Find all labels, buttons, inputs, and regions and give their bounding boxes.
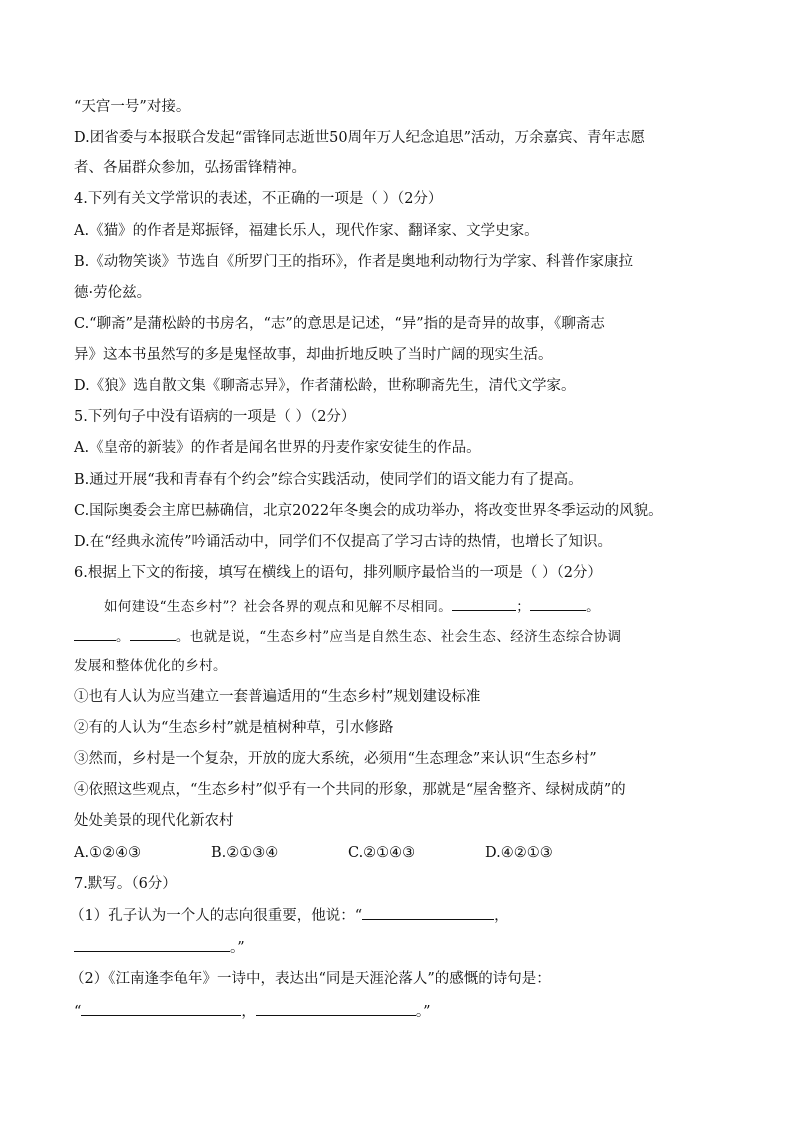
q7-part2-comma: ， bbox=[241, 1004, 256, 1020]
q4-option-a: A.《猫》的作者是郑振铎，福建长乐人，现代作家、翻译家、文学史家。 bbox=[74, 223, 539, 239]
q7-blank-1[interactable] bbox=[362, 905, 494, 920]
q7-blank-2[interactable] bbox=[74, 937, 230, 952]
q6-blank-4[interactable] bbox=[130, 626, 176, 641]
q7-part1-comma: ， bbox=[494, 908, 509, 924]
q6-sentence-1: ①也有人认为应当建立一套普遍适用的“生态乡村”规划建设标准 bbox=[74, 689, 481, 705]
q3-option-d-line1: D.团省委与本报联合发起“雷锋同志逝世50周年万人纪念追思”活动，万余嘉宾、青年志愿 bbox=[74, 130, 645, 146]
q7-open-quote: “ bbox=[74, 1004, 82, 1020]
q6-sentence-4-line2: 处处美景的现代化新农村 bbox=[74, 813, 234, 829]
q6-blank-1[interactable] bbox=[452, 596, 516, 611]
q6-options bbox=[74, 843, 734, 863]
q4-option-d: D.《狼》选自散文集《聊斋志异》，作者蒲松龄，世称聊斋先生，清代文学家。 bbox=[74, 378, 576, 394]
q6-option-d[interactable]: D.④②①③ bbox=[485, 845, 553, 861]
q4-option-c-line1: C.“聊斋”是蒲松龄的书房名，“志”的意思是记述，“异”指的是奇异的故事，《聊斋志 bbox=[74, 316, 605, 332]
q3-option-c-end: “天宫一号”对接。 bbox=[74, 99, 191, 115]
q6-passage-line2 bbox=[74, 626, 734, 647]
q7-stem: 7.默写。（6分） bbox=[74, 876, 177, 892]
q6-option-b[interactable]: B.②①③④ bbox=[211, 845, 279, 861]
q6-sentence-4-line1: ④依照这些观点，“生态乡村”似乎有一个共同的形象，那就是“屋舍整齐、绿树成荫”的 bbox=[74, 782, 626, 798]
q7-blank-4[interactable] bbox=[256, 1001, 416, 1016]
q5-stem: 5.下列句子中没有语病的一项是（ ）（2分） bbox=[74, 409, 356, 425]
q7-part2-line1: （2）《江南逢李龟年》一诗中，表达出“同是天涯沦落人”的感慨的诗句是： bbox=[70, 971, 551, 987]
q4-option-c-line2: 异》这本书虽然写的多是鬼怪故事，却曲折地反映了当时广阔的现实生活。 bbox=[74, 347, 553, 363]
q5-option-a: A.《皇帝的新装》的作者是闻名世界的丹麦作家安徒生的作品。 bbox=[74, 440, 481, 456]
q6-sentence-3: ③然而，乡村是一个复杂，开放的庞大系统，必须用“生态理念”来认识“生态乡村” bbox=[74, 751, 597, 767]
q6-period-1: 。 bbox=[586, 599, 601, 615]
q6-semicolon: ； bbox=[516, 599, 531, 615]
q7-part2-line2 bbox=[74, 1001, 734, 1022]
q6-period-2: 。 bbox=[116, 629, 130, 645]
q6-period-3: 。 bbox=[175, 629, 190, 645]
q4-option-b-line1: B.《动物笑谈》节选自《所罗门王的指环》，作者是奥地利动物行为学家、科普作家康拉 bbox=[74, 254, 634, 270]
q6-option-c[interactable]: C.②①④③ bbox=[348, 845, 416, 861]
q7-part1-text: （1）孔子认为一个人的志向很重要，他说：“ bbox=[70, 908, 363, 924]
q4-option-b-line2: 德·劳伦兹。 bbox=[74, 285, 152, 301]
q6-option-a[interactable]: A.①②④③ bbox=[74, 845, 142, 861]
q6-passage-line1 bbox=[104, 596, 734, 617]
q4-stem: 4.下列有关文学常识的表述，不正确的一项是（ ）（2分） bbox=[74, 191, 443, 207]
q7-part1-line1 bbox=[70, 905, 730, 926]
q6-passage-line3: 发展和整体优化的乡村。 bbox=[74, 658, 227, 674]
q6-passage-text2: 也就是说，“生态乡村”应当是自然生态、社会生态、经济生态综合协调 bbox=[189, 629, 622, 645]
q7-part1-line2 bbox=[74, 937, 734, 958]
q5-option-d: D.在“经典永流传”吟诵活动中，同学们不仅提高了学习古诗的热情，也增长了知识。 bbox=[74, 534, 613, 550]
q5-option-c: C.国际奥委会主席巴赫确信，北京2022年冬奥会的成功举办，将改变世界冬季运动的风貌。 bbox=[74, 503, 663, 519]
q5-option-b: B.通过开展“我和青春有个约会”综合实践活动，使同学们的语文能力有了提高。 bbox=[74, 472, 583, 488]
q7-part1-end: 。” bbox=[230, 940, 245, 956]
q7-part2-end: 。” bbox=[415, 1004, 431, 1020]
q6-passage-text1: 如何建设“生态乡村”？社会各界的观点和见解不尽相同。 bbox=[104, 599, 453, 615]
q7-blank-3[interactable] bbox=[81, 1001, 241, 1016]
q3-option-d-line2: 者、各届群众参加，弘扬雷锋精神。 bbox=[74, 160, 306, 176]
q6-stem: 6.根据上下文的衔接，填写在横线上的语句，排列顺序最恰当的一项是（ ）（2分） bbox=[74, 565, 602, 581]
q6-blank-2[interactable] bbox=[530, 596, 586, 611]
q6-sentence-2: ②有的人认为“生态乡村”就是植树种草，引水修路 bbox=[74, 720, 394, 736]
q6-blank-3[interactable] bbox=[74, 626, 116, 641]
